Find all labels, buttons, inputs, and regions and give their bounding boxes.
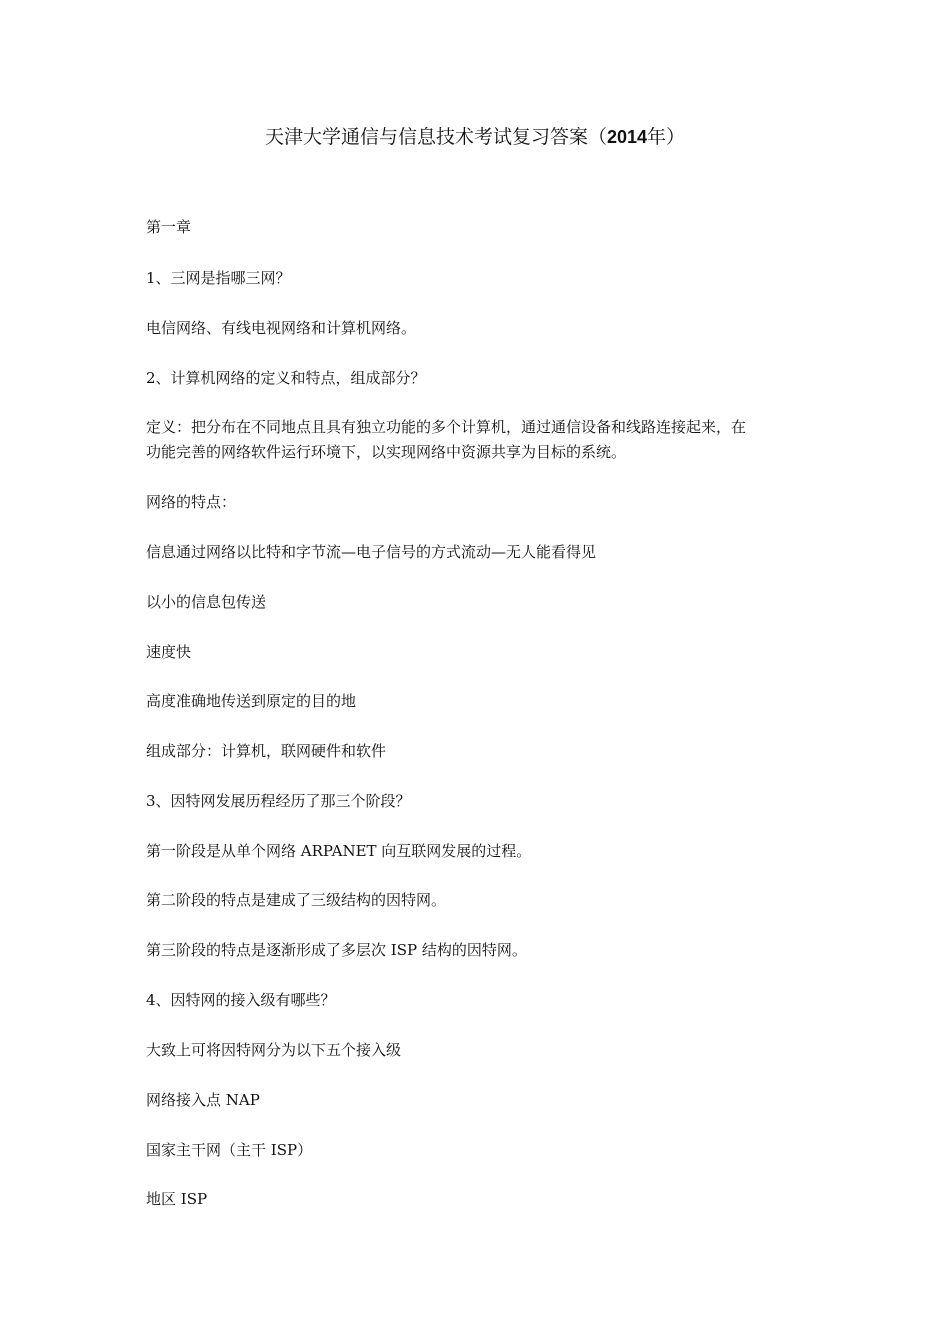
access-level-item: 国家主干网（主干 ISP）: [146, 1141, 313, 1159]
feature-item: 以小的信息包传送: [146, 593, 267, 611]
question-2: 2、计算机网络的定义和特点，组成部分？: [146, 369, 426, 387]
answer-1: 电信网络、有线电视网络和计算机网络。: [146, 319, 417, 337]
question-3: 3、因特网发展历程经历了那三个阶段？: [146, 792, 411, 810]
definition-line-1: 定义：把分布在不同地点且具有独立功能的多个计算机，通过通信设备和线路连接起来，在: [146, 418, 747, 436]
feature-item: 高度准确地传送到原定的目的地: [146, 692, 357, 710]
title-main: 天津大学通信与信息技术考试复习答案（: [264, 126, 607, 148]
definition-line-2: 功能完善的网络软件运行环境下，以实现网络中资源共享为目标的系统。: [146, 443, 627, 461]
chapter-heading: 第一章: [146, 218, 192, 236]
title-suffix: 年）: [647, 126, 686, 148]
feature-item: 速度快: [146, 643, 192, 661]
stage-item: 第三阶段的特点是逐渐形成了多层次 ISP 结构的因特网。: [146, 941, 527, 959]
stage-item: 第二阶段的特点是建成了三级结构的因特网。: [146, 891, 447, 909]
question-4: 4、因特网的接入级有哪些？: [146, 991, 336, 1009]
stage-item: 第一阶段是从单个网络 ARPANET 向互联网发展的过程。: [146, 842, 532, 860]
document-title: [0, 124, 950, 150]
access-level-item: 网络接入点 NAP: [146, 1091, 260, 1109]
title-year: 2014: [606, 127, 648, 147]
feature-item: 信息通过网络以比特和字节流—电子信号的方式流动—无人能看得见: [146, 543, 597, 561]
answer-4-intro: 大致上可将因特网分为以下五个接入级: [146, 1041, 402, 1059]
question-1: 1、三网是指哪三网？: [146, 269, 291, 287]
components-line: 组成部分：计算机，联网硬件和软件: [146, 742, 387, 760]
features-heading: 网络的特点：: [146, 493, 237, 511]
access-level-item: 地区 ISP: [146, 1190, 208, 1208]
